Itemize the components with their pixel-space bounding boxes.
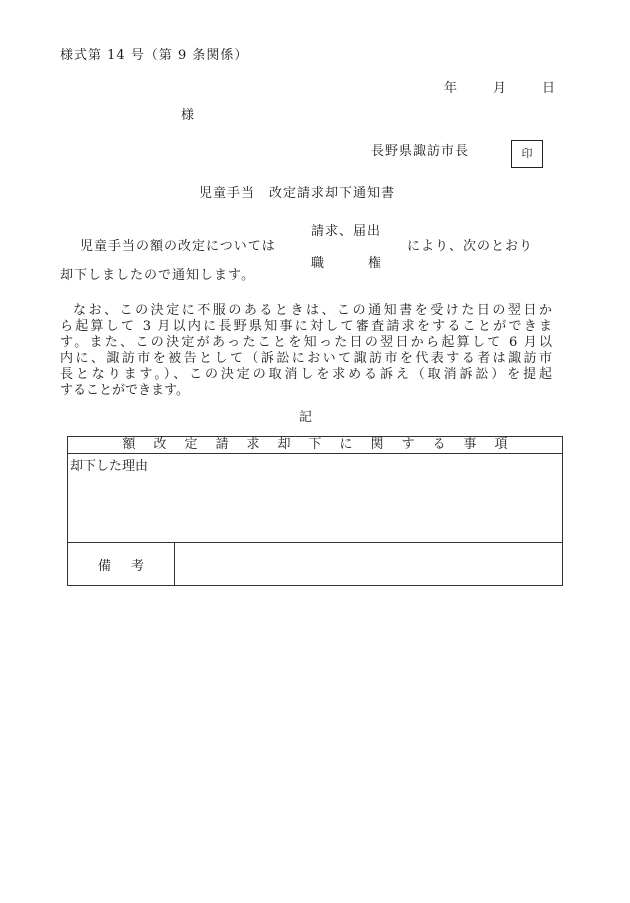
remarks-label: 備考 xyxy=(68,543,175,586)
notice-line: す。また、この決定があったことを知った日の翌日から起算して 6 月以 xyxy=(60,335,552,350)
notice-line: なお、この決定に不服のあるときは、この通知書を受けた日の翌日か xyxy=(73,303,552,318)
body-line1-start: 児童手当の額の改定については xyxy=(80,239,276,254)
alternative-top: 請求、届出 xyxy=(311,224,382,239)
seal-stamp: 印 xyxy=(511,140,543,168)
alternative-bottom-right: 権 xyxy=(368,256,382,271)
date-year: 年 xyxy=(444,81,458,96)
addressee-suffix: 様 xyxy=(181,108,195,123)
alternative-bottom-left: 職 xyxy=(311,256,325,271)
alternative-bottom xyxy=(311,256,381,272)
form-number: 様式第 14 号（第 9 条関係） xyxy=(60,48,249,63)
body-line1-end: により、次のとおり xyxy=(407,239,534,254)
ki-heading: 記 xyxy=(299,410,313,425)
appeal-notice xyxy=(60,303,552,399)
rejection-reason-cell xyxy=(68,454,563,543)
notice-line: 長となります。）、この決定の取消しを求める訴え（取消訴訟）を提起 xyxy=(60,367,552,382)
table-header: 額改定請求却下に関する事項 xyxy=(68,437,563,454)
date-day: 日 xyxy=(542,81,556,96)
rejection-details-table xyxy=(67,436,563,586)
notice-line: ら起算して 3 月以内に長野県知事に対して審査請求をすることができま xyxy=(60,319,552,334)
document-title: 児童手当 改定請求却下通知書 xyxy=(199,186,396,201)
date-line xyxy=(444,81,555,97)
body-line2: 却下しましたので通知します。 xyxy=(60,268,255,283)
date-month: 月 xyxy=(493,81,507,96)
rejection-reason-label: 却下した理由 xyxy=(70,459,149,474)
remarks-value xyxy=(175,543,563,586)
notice-line: することができます。 xyxy=(60,383,189,398)
issuer-name: 長野県諏訪市長 xyxy=(371,144,470,159)
notice-line: 内に、諏訪市を被告として（訴訟において諏訪市を代表する者は諏訪市 xyxy=(60,351,552,366)
